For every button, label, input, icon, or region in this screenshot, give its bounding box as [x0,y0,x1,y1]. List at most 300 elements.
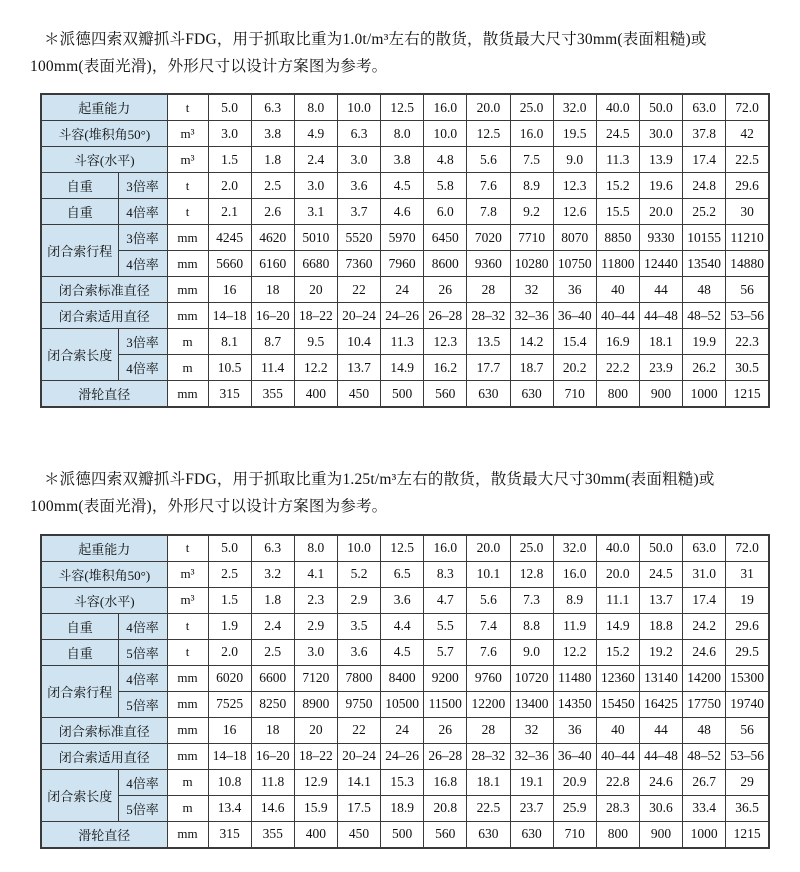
value-cell: 50.0 [639,94,682,121]
unit-cell: m [167,355,208,381]
value-cell: 710 [553,821,596,848]
value-cell: 6.3 [251,94,294,121]
value-cell: 5.0 [208,94,251,121]
table-row [41,665,769,691]
value-cell: 10.5 [208,355,251,381]
value-cell: 2.5 [251,639,294,665]
spec-section-2 [0,466,800,848]
value-cell: 9750 [337,691,380,717]
value-cell: 1.9 [208,613,251,639]
table-row [41,381,769,408]
value-cell: 10.4 [337,329,380,355]
value-cell: 12200 [467,691,510,717]
table-row [41,795,769,821]
value-cell: 450 [337,381,380,408]
unit-cell: t [167,199,208,225]
value-cell: 14–18 [208,743,251,769]
table-row [41,743,769,769]
value-cell: 12.5 [467,121,510,147]
table-row [41,561,769,587]
table-row [41,587,769,613]
value-cell: 6450 [424,225,467,251]
value-cell: 11.9 [553,613,596,639]
row-label-cell: 闭合索标准直径 [41,717,167,743]
value-cell: 11500 [424,691,467,717]
value-cell: 40 [596,717,639,743]
value-cell: 9.5 [294,329,337,355]
value-cell: 22 [337,277,380,303]
table-row [41,121,769,147]
value-cell: 20 [294,717,337,743]
value-cell: 12.3 [553,173,596,199]
value-cell: 22.3 [726,329,769,355]
value-cell: 44 [639,717,682,743]
value-cell: 44 [639,277,682,303]
value-cell: 20.9 [553,769,596,795]
row-sublabel-cell: 4倍率 [118,769,167,795]
value-cell: 14.1 [337,769,380,795]
value-cell: 2.9 [337,587,380,613]
value-cell: 48–52 [683,303,726,329]
value-cell: 355 [251,381,294,408]
value-cell: 7.5 [510,147,553,173]
value-cell: 24.6 [639,769,682,795]
value-cell: 10.1 [467,561,510,587]
value-cell: 500 [381,821,424,848]
unit-cell: m [167,769,208,795]
value-cell: 2.3 [294,587,337,613]
value-cell: 10280 [510,251,553,277]
value-cell: 1.8 [251,587,294,613]
value-cell: 26 [424,277,467,303]
value-cell: 8.9 [510,173,553,199]
value-cell: 44–48 [639,743,682,769]
row-sublabel-cell: 3倍率 [118,225,167,251]
unit-cell: mm [167,691,208,717]
value-cell: 9.2 [510,199,553,225]
value-cell: 11.4 [251,355,294,381]
value-cell: 44–48 [639,303,682,329]
value-cell: 315 [208,381,251,408]
value-cell: 15.9 [294,795,337,821]
value-cell: 7.6 [467,173,510,199]
value-cell: 53–56 [726,743,769,769]
value-cell: 3.2 [251,561,294,587]
value-cell: 8850 [596,225,639,251]
row-label-cell: 起重能力 [41,94,167,121]
table-row [41,769,769,795]
value-cell: 2.0 [208,173,251,199]
row-label-cell: 斗容(堆积角50°) [41,121,167,147]
value-cell: 14–18 [208,303,251,329]
value-cell: 18.1 [467,769,510,795]
value-cell: 4.8 [424,147,467,173]
unit-cell: t [167,613,208,639]
value-cell: 6160 [251,251,294,277]
value-cell: 7120 [294,665,337,691]
value-cell: 2.6 [251,199,294,225]
value-cell: 5.5 [424,613,467,639]
value-cell: 9.0 [553,147,596,173]
value-cell: 24.5 [596,121,639,147]
row-label-cell: 斗容(堆积角50°) [41,561,167,587]
value-cell: 10.0 [337,535,380,562]
value-cell: 5.2 [337,561,380,587]
value-cell: 40.0 [596,94,639,121]
value-cell: 20.0 [467,94,510,121]
value-cell: 20.2 [553,355,596,381]
value-cell: 900 [639,821,682,848]
value-cell: 9760 [467,665,510,691]
value-cell: 630 [467,381,510,408]
value-cell: 26.7 [683,769,726,795]
value-cell: 25.0 [510,535,553,562]
value-cell: 36 [553,277,596,303]
value-cell: 4.4 [381,613,424,639]
value-cell: 24.5 [639,561,682,587]
value-cell: 12.2 [553,639,596,665]
table-row [41,717,769,743]
value-cell: 10500 [381,691,424,717]
value-cell: 17.7 [467,355,510,381]
value-cell: 800 [596,821,639,848]
row-sublabel-cell: 3倍率 [118,173,167,199]
value-cell: 2.0 [208,639,251,665]
value-cell: 19.6 [639,173,682,199]
value-cell: 3.0 [294,173,337,199]
value-cell: 400 [294,821,337,848]
value-cell: 24 [381,717,424,743]
intro-paragraph-2: ＊派德四索双瓣抓斗FDG，用于抓取比重为1.25t/m³左右的散货，散货最大尺寸30mm(表面粗糙)或100mm(表面光滑)，外形尺寸以设计方案图为参考。 [30,471,715,516]
value-cell: 11.3 [381,329,424,355]
value-cell: 8.0 [381,121,424,147]
row-label-cell: 闭合索行程 [41,665,118,717]
value-cell: 3.0 [208,121,251,147]
value-cell: 23.9 [639,355,682,381]
value-cell: 8.0 [294,535,337,562]
value-cell: 16 [208,277,251,303]
value-cell: 16 [208,717,251,743]
value-cell: 20.0 [596,561,639,587]
value-cell: 5660 [208,251,251,277]
value-cell: 900 [639,381,682,408]
value-cell: 1000 [683,381,726,408]
value-cell: 11.3 [596,147,639,173]
value-cell: 19740 [726,691,769,717]
value-cell: 7.3 [510,587,553,613]
value-cell: 15.2 [596,173,639,199]
row-label-cell: 闭合索适用直径 [41,303,167,329]
unit-cell: mm [167,665,208,691]
unit-cell: mm [167,277,208,303]
value-cell: 6680 [294,251,337,277]
intro-paragraph-1: ＊派德四索双瓣抓斗FDG，用于抓取比重为1.0t/m³左右的散货，散货最大尺寸30mm(表面粗糙)或100mm(表面光滑)，外形尺寸以设计方案图为参考。 [30,31,707,76]
value-cell: 1215 [726,381,769,408]
value-cell: 400 [294,381,337,408]
value-cell: 6.5 [381,561,424,587]
value-cell: 40–44 [596,743,639,769]
unit-cell: m [167,329,208,355]
value-cell: 14.9 [381,355,424,381]
spec-table-1 [40,93,770,408]
value-cell: 15.5 [596,199,639,225]
value-cell: 33.4 [683,795,726,821]
value-cell: 13140 [639,665,682,691]
unit-cell: mm [167,225,208,251]
value-cell: 14880 [726,251,769,277]
value-cell: 56 [726,277,769,303]
value-cell: 8400 [381,665,424,691]
value-cell: 29.6 [726,613,769,639]
value-cell: 10.0 [337,94,380,121]
value-cell: 5.8 [424,173,467,199]
value-cell: 28 [467,277,510,303]
row-sublabel-cell: 4倍率 [118,665,167,691]
value-cell: 31 [726,561,769,587]
table-row [41,821,769,848]
value-cell: 13.7 [639,587,682,613]
value-cell: 15450 [596,691,639,717]
value-cell: 5.7 [424,639,467,665]
value-cell: 7360 [337,251,380,277]
value-cell: 7800 [337,665,380,691]
unit-cell: m³ [167,147,208,173]
value-cell: 1.8 [251,147,294,173]
value-cell: 3.8 [381,147,424,173]
value-cell: 4.1 [294,561,337,587]
value-cell: 18–22 [294,303,337,329]
value-cell: 25.2 [683,199,726,225]
unit-cell: m³ [167,561,208,587]
value-cell: 12.3 [424,329,467,355]
value-cell: 13540 [683,251,726,277]
value-cell: 12.2 [294,355,337,381]
unit-cell: t [167,639,208,665]
value-cell: 11800 [596,251,639,277]
unit-cell: mm [167,717,208,743]
value-cell: 42 [726,121,769,147]
row-sublabel-cell: 4倍率 [118,199,167,225]
value-cell: 19 [726,587,769,613]
value-cell: 8.3 [424,561,467,587]
value-cell: 30.0 [639,121,682,147]
value-cell: 28.3 [596,795,639,821]
value-cell: 19.2 [639,639,682,665]
unit-cell: m³ [167,121,208,147]
value-cell: 5.0 [208,535,251,562]
value-cell: 22.5 [467,795,510,821]
value-cell: 72.0 [726,94,769,121]
value-cell: 30 [726,199,769,225]
value-cell: 6.0 [424,199,467,225]
value-cell: 26 [424,717,467,743]
row-label-cell: 闭合索适用直径 [41,743,167,769]
value-cell: 3.6 [381,587,424,613]
value-cell: 9200 [424,665,467,691]
value-cell: 24–26 [381,743,424,769]
row-sublabel-cell: 4倍率 [118,613,167,639]
value-cell: 4.5 [381,173,424,199]
value-cell: 2.4 [294,147,337,173]
value-cell: 30.5 [726,355,769,381]
value-cell: 7.4 [467,613,510,639]
value-cell: 13400 [510,691,553,717]
row-label-cell: 闭合索长度 [41,329,118,381]
value-cell: 5010 [294,225,337,251]
row-label-cell: 斗容(水平) [41,147,167,173]
value-cell: 48 [683,717,726,743]
value-cell: 710 [553,381,596,408]
row-label-cell: 起重能力 [41,535,167,562]
row-label-cell: 滑轮直径 [41,821,167,848]
value-cell: 37.8 [683,121,726,147]
value-cell: 12440 [639,251,682,277]
row-label-cell: 自重 [41,173,118,199]
value-cell: 16.0 [424,94,467,121]
value-cell: 28 [467,717,510,743]
value-cell: 48–52 [683,743,726,769]
row-label-cell: 自重 [41,199,118,225]
unit-cell: mm [167,251,208,277]
value-cell: 15.3 [381,769,424,795]
value-cell: 10.0 [424,121,467,147]
value-cell: 12360 [596,665,639,691]
value-cell: 22.5 [726,147,769,173]
value-cell: 15300 [726,665,769,691]
value-cell: 12.8 [510,561,553,587]
value-cell: 7710 [510,225,553,251]
value-cell: 24.8 [683,173,726,199]
value-cell: 800 [596,381,639,408]
value-cell: 8250 [251,691,294,717]
value-cell: 5520 [337,225,380,251]
table-row [41,199,769,225]
value-cell: 11.1 [596,587,639,613]
value-cell: 9330 [639,225,682,251]
value-cell: 32.0 [553,94,596,121]
value-cell: 3.8 [251,121,294,147]
value-cell: 8070 [553,225,596,251]
table-row [41,691,769,717]
value-cell: 16–20 [251,743,294,769]
spec-table-2 [40,534,770,849]
value-cell: 12.5 [381,535,424,562]
row-label-cell: 自重 [41,613,118,639]
value-cell: 63.0 [683,94,726,121]
value-cell: 630 [510,821,553,848]
value-cell: 19.1 [510,769,553,795]
value-cell: 3.0 [337,147,380,173]
value-cell: 22 [337,717,380,743]
value-cell: 24–26 [381,303,424,329]
value-cell: 11480 [553,665,596,691]
table-row [41,535,769,562]
unit-cell: mm [167,743,208,769]
value-cell: 63.0 [683,535,726,562]
value-cell: 5.6 [467,587,510,613]
value-cell: 7.6 [467,639,510,665]
value-cell: 18 [251,717,294,743]
row-label-cell: 闭合索标准直径 [41,277,167,303]
value-cell: 2.1 [208,199,251,225]
table-row [41,329,769,355]
value-cell: 50.0 [639,535,682,562]
unit-cell: mm [167,381,208,408]
value-cell: 12.5 [381,94,424,121]
value-cell: 28–32 [467,303,510,329]
value-cell: 20.0 [639,199,682,225]
value-cell: 20.0 [467,535,510,562]
value-cell: 16–20 [251,303,294,329]
value-cell: 31.0 [683,561,726,587]
value-cell: 16.9 [596,329,639,355]
value-cell: 32–36 [510,303,553,329]
value-cell: 8.0 [294,94,337,121]
row-sublabel-cell: 4倍率 [118,251,167,277]
value-cell: 3.6 [337,173,380,199]
value-cell: 500 [381,381,424,408]
value-cell: 14.2 [510,329,553,355]
value-cell: 32–36 [510,743,553,769]
table-row [41,303,769,329]
value-cell: 7960 [381,251,424,277]
value-cell: 26–28 [424,743,467,769]
value-cell: 48 [683,277,726,303]
value-cell: 36.5 [726,795,769,821]
value-cell: 36–40 [553,743,596,769]
value-cell: 6020 [208,665,251,691]
table-row [41,277,769,303]
value-cell: 4.7 [424,587,467,613]
value-cell: 16.2 [424,355,467,381]
value-cell: 560 [424,821,467,848]
value-cell: 20–24 [337,743,380,769]
unit-cell: t [167,535,208,562]
value-cell: 24 [381,277,424,303]
value-cell: 2.9 [294,613,337,639]
value-cell: 6.3 [251,535,294,562]
value-cell: 4.5 [381,639,424,665]
value-cell: 8900 [294,691,337,717]
value-cell: 3.5 [337,613,380,639]
unit-cell: t [167,173,208,199]
value-cell: 10.8 [208,769,251,795]
value-cell: 8600 [424,251,467,277]
value-cell: 15.2 [596,639,639,665]
value-cell: 15.4 [553,329,596,355]
table-row [41,251,769,277]
value-cell: 13.4 [208,795,251,821]
row-sublabel-cell: 5倍率 [118,691,167,717]
value-cell: 18.7 [510,355,553,381]
value-cell: 3.1 [294,199,337,225]
row-sublabel-cell: 5倍率 [118,639,167,665]
table-row [41,613,769,639]
value-cell: 30.6 [639,795,682,821]
value-cell: 32 [510,277,553,303]
value-cell: 1000 [683,821,726,848]
value-cell: 29.6 [726,173,769,199]
value-cell: 18.8 [639,613,682,639]
value-cell: 8.8 [510,613,553,639]
value-cell: 11210 [726,225,769,251]
value-cell: 5970 [381,225,424,251]
value-cell: 29 [726,769,769,795]
value-cell: 22.2 [596,355,639,381]
table-row [41,94,769,121]
value-cell: 25.0 [510,94,553,121]
unit-cell: t [167,94,208,121]
